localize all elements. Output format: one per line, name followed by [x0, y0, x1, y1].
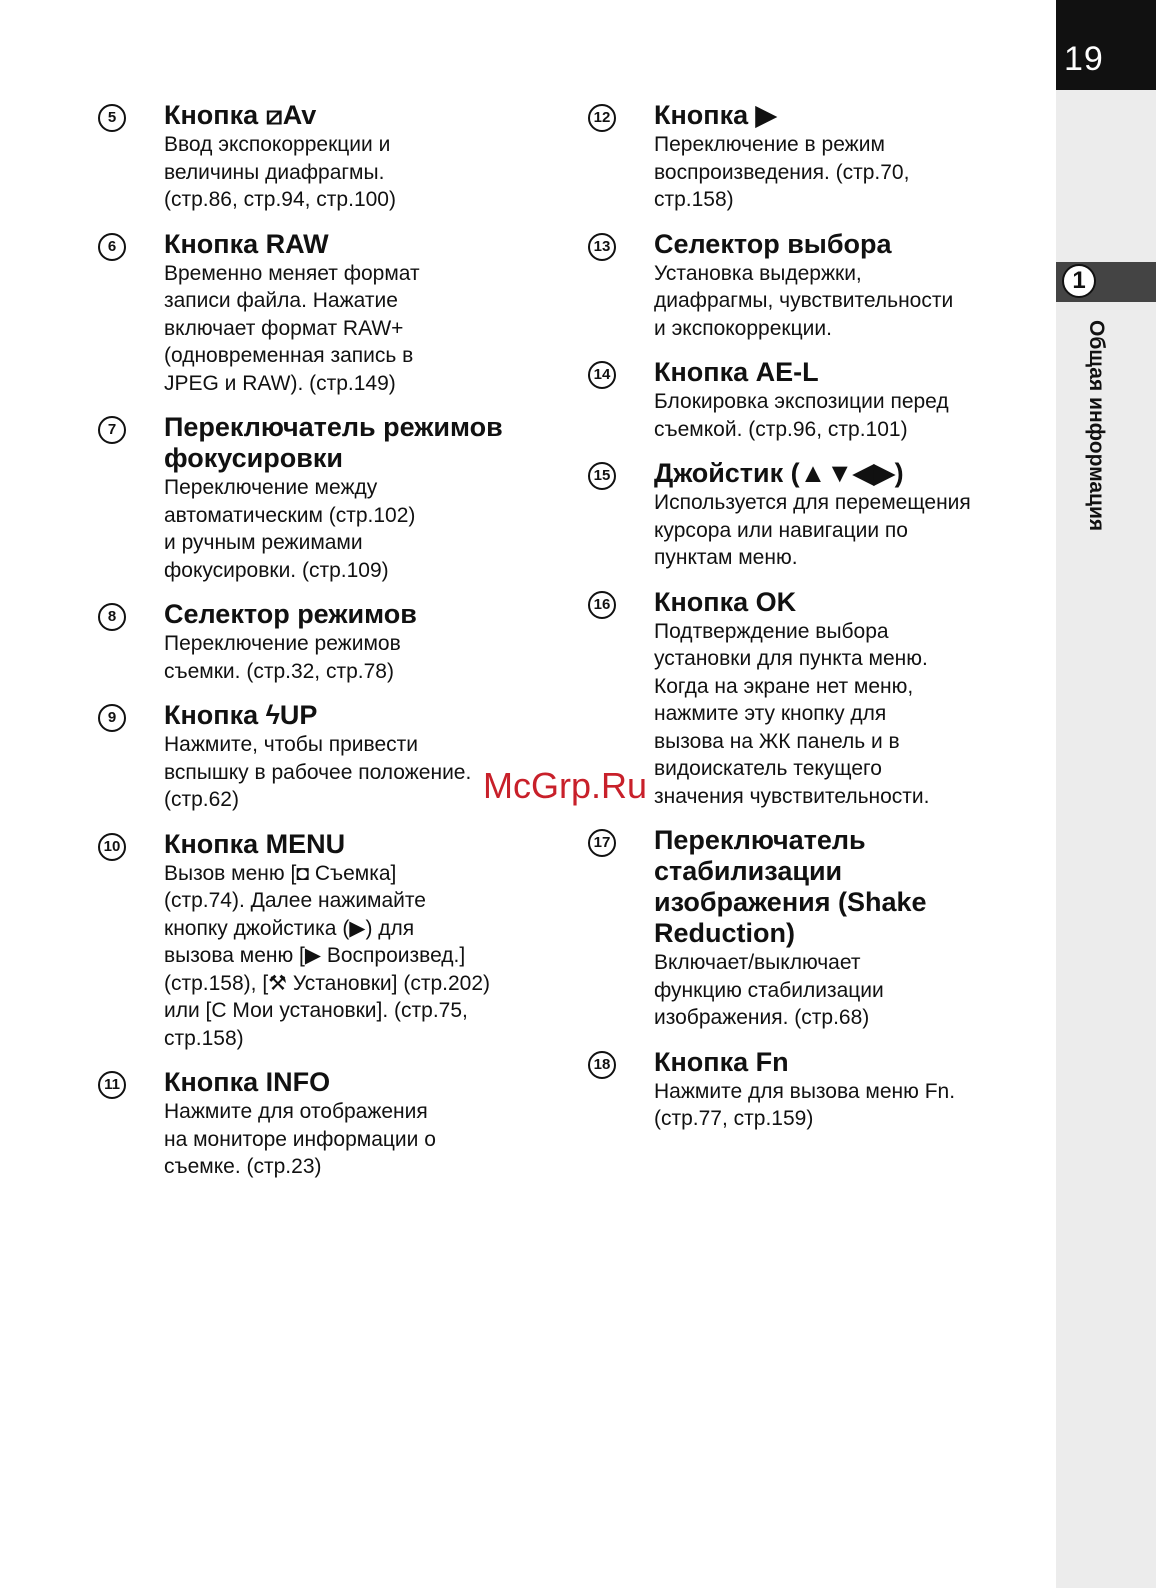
entry-desc-line: Переключение в режим: [654, 133, 885, 156]
entry-9: [98, 700, 538, 814]
entry-desc-line: Используется для перемещения: [654, 491, 971, 514]
entry-desc-line: величины диафрагмы.: [164, 160, 385, 184]
entry-title: Кнопка MENU: [164, 828, 346, 859]
entry-number: 10: [98, 833, 126, 861]
chapter-title: Общая информация: [1085, 320, 1108, 532]
entry-number: 14: [588, 361, 616, 389]
entry-desc-line: вспышку в рабочее положение.: [164, 760, 472, 784]
entry-desc-line: пунктам меню.: [654, 546, 798, 569]
entry-14: [588, 357, 1028, 443]
entry-desc-line: Подтверждение выбора: [654, 619, 889, 643]
entry-desc-line: курсора или навигации по: [654, 518, 908, 542]
entry-title: Переключатель стабилизации изображения (Shake Reduction): [654, 825, 927, 948]
entry-desc-line: Нажмите для отображения: [164, 1100, 428, 1123]
entry-desc-line: JPEG и RAW). (стр.149): [164, 371, 396, 395]
entry-7: [98, 412, 538, 584]
entry-number: 18: [588, 1051, 616, 1079]
entry-number: 15: [588, 462, 616, 490]
entry-desc-line: или [C Мои установки]. (стр.75,: [164, 999, 468, 1022]
entry-12: [588, 100, 1028, 214]
entry-15: [588, 458, 1028, 572]
entry-title: Кнопка AE-L: [654, 357, 819, 387]
entry-title: Кнопка OK: [654, 586, 797, 617]
entry-desc-line: (стр.74). Далее нажимайте: [164, 889, 426, 912]
entry-13: [588, 229, 1028, 343]
entry-number: 11: [98, 1071, 126, 1099]
entry-number: 6: [98, 233, 126, 261]
entry-number: 12: [588, 104, 616, 132]
entry-title: Кнопка RAW: [164, 228, 329, 259]
entry-title: Селектор режимов: [164, 599, 417, 629]
sidebar: [1056, 0, 1156, 1588]
entry-desc-line: нажмите эту кнопку для: [654, 702, 887, 725]
entry-title: Кнопка Fn: [654, 1046, 789, 1077]
entry-desc-line: вызова на ЖК панель и в: [654, 729, 900, 753]
entry-desc-line: видоискатель текущего: [654, 757, 882, 780]
entry-16: [588, 587, 1028, 811]
entry-number: 8: [98, 603, 126, 631]
entry-desc-line: Нажмите, чтобы привести: [164, 733, 418, 756]
entry-title: Переключатель режимов фокусировки: [164, 412, 503, 473]
entry-desc-line: и ручным режимами: [164, 531, 363, 554]
entry-desc-line: Включает/выключает: [654, 951, 861, 974]
entry-desc-line: фокусировки. (стр.109): [164, 558, 389, 582]
entry-number: 7: [98, 416, 126, 444]
entry-17: [588, 825, 1028, 1032]
entry-number: 17: [588, 829, 616, 857]
entry-desc-line: (стр.77, стр.159): [654, 1107, 814, 1130]
chapter-number: 1: [1062, 264, 1096, 298]
entry-desc-line: записи файла. Нажатие: [164, 289, 398, 312]
entry-desc-line: и экспокоррекции.: [654, 316, 832, 340]
entry-desc-line: съемки. (стр.32, стр.78): [164, 659, 394, 683]
entry-desc-line: (одновременная запись в: [164, 344, 414, 367]
entry-desc-line: на мониторе информации о: [164, 1127, 436, 1151]
entry-desc-line: (стр.62): [164, 788, 239, 811]
entry-6: [98, 229, 538, 398]
entry-desc-line: Переключение между: [164, 476, 378, 499]
entry-number: 13: [588, 233, 616, 261]
entry-desc-line: (стр.86, стр.94, стр.100): [164, 188, 396, 211]
entry-title: Кнопка ϟUP: [164, 700, 318, 730]
entry-desc-line: функцию стабилизации: [654, 978, 884, 1002]
entry-desc-line: Вызов меню [◘ Съемка]: [164, 861, 397, 885]
left-column: [98, 100, 538, 1181]
entry-title: Кнопка ▶: [654, 100, 777, 130]
entry-title: Селектор выбора: [654, 228, 892, 259]
entry-desc-line: съемке. (стр.23): [164, 1155, 322, 1178]
page-number: 19: [1064, 40, 1104, 78]
entry-desc-line: Переключение режимов: [164, 632, 401, 655]
entry-desc-line: автоматическим (стр.102): [164, 503, 416, 527]
entry-desc-line: (стр.158), [⚒ Установки] (стр.202): [164, 971, 490, 995]
entry-desc-line: кнопку джойстика (▶) для: [164, 916, 415, 940]
entry-desc-line: Нажмите для вызова меню Fn.: [654, 1079, 956, 1103]
entry-8: [98, 599, 538, 685]
entry-desc-line: Ввод экспокоррекции и: [164, 133, 391, 156]
entry-number: 9: [98, 704, 126, 732]
entry-desc-line: значения чувствительности.: [654, 784, 930, 808]
entry-desc-line: стр.158): [654, 188, 734, 211]
entry-desc-line: установки для пункта меню.: [654, 647, 928, 670]
entry-title: Кнопка INFO: [164, 1067, 331, 1097]
entry-title: Джойстик (▲▼◀▶): [654, 458, 904, 488]
entry-desc-line: диафрагмы, чувствительности: [654, 289, 954, 312]
entry-desc-line: вызова меню [▶ Воспроизвед.]: [164, 944, 466, 967]
entry-desc-line: Когда на экране нет меню,: [654, 674, 914, 698]
entry-desc-line: включает формат RAW+: [164, 316, 404, 340]
entry-desc-line: стр.158): [164, 1026, 244, 1050]
right-column: [588, 100, 1028, 1133]
entry-10: [98, 829, 538, 1053]
entry-number: 16: [588, 591, 616, 619]
entry-desc-line: Установка выдержки,: [654, 261, 862, 285]
entry-5: [98, 100, 538, 214]
entry-desc-line: изображения. (стр.68): [654, 1006, 870, 1029]
entry-title: Кнопка ⧄Av: [164, 100, 317, 130]
entry-desc-line: Блокировка экспозиции перед: [654, 390, 949, 413]
watermark: McGrp.Ru: [483, 765, 648, 806]
entry-number: 5: [98, 104, 126, 132]
entry-18: [588, 1047, 1028, 1133]
entry-desc-line: съемкой. (стр.96, стр.101): [654, 417, 908, 441]
entry-desc-line: Временно меняет формат: [164, 261, 420, 285]
entry-11: [98, 1067, 538, 1181]
entry-desc-line: воспроизведения. (стр.70,: [654, 160, 910, 184]
